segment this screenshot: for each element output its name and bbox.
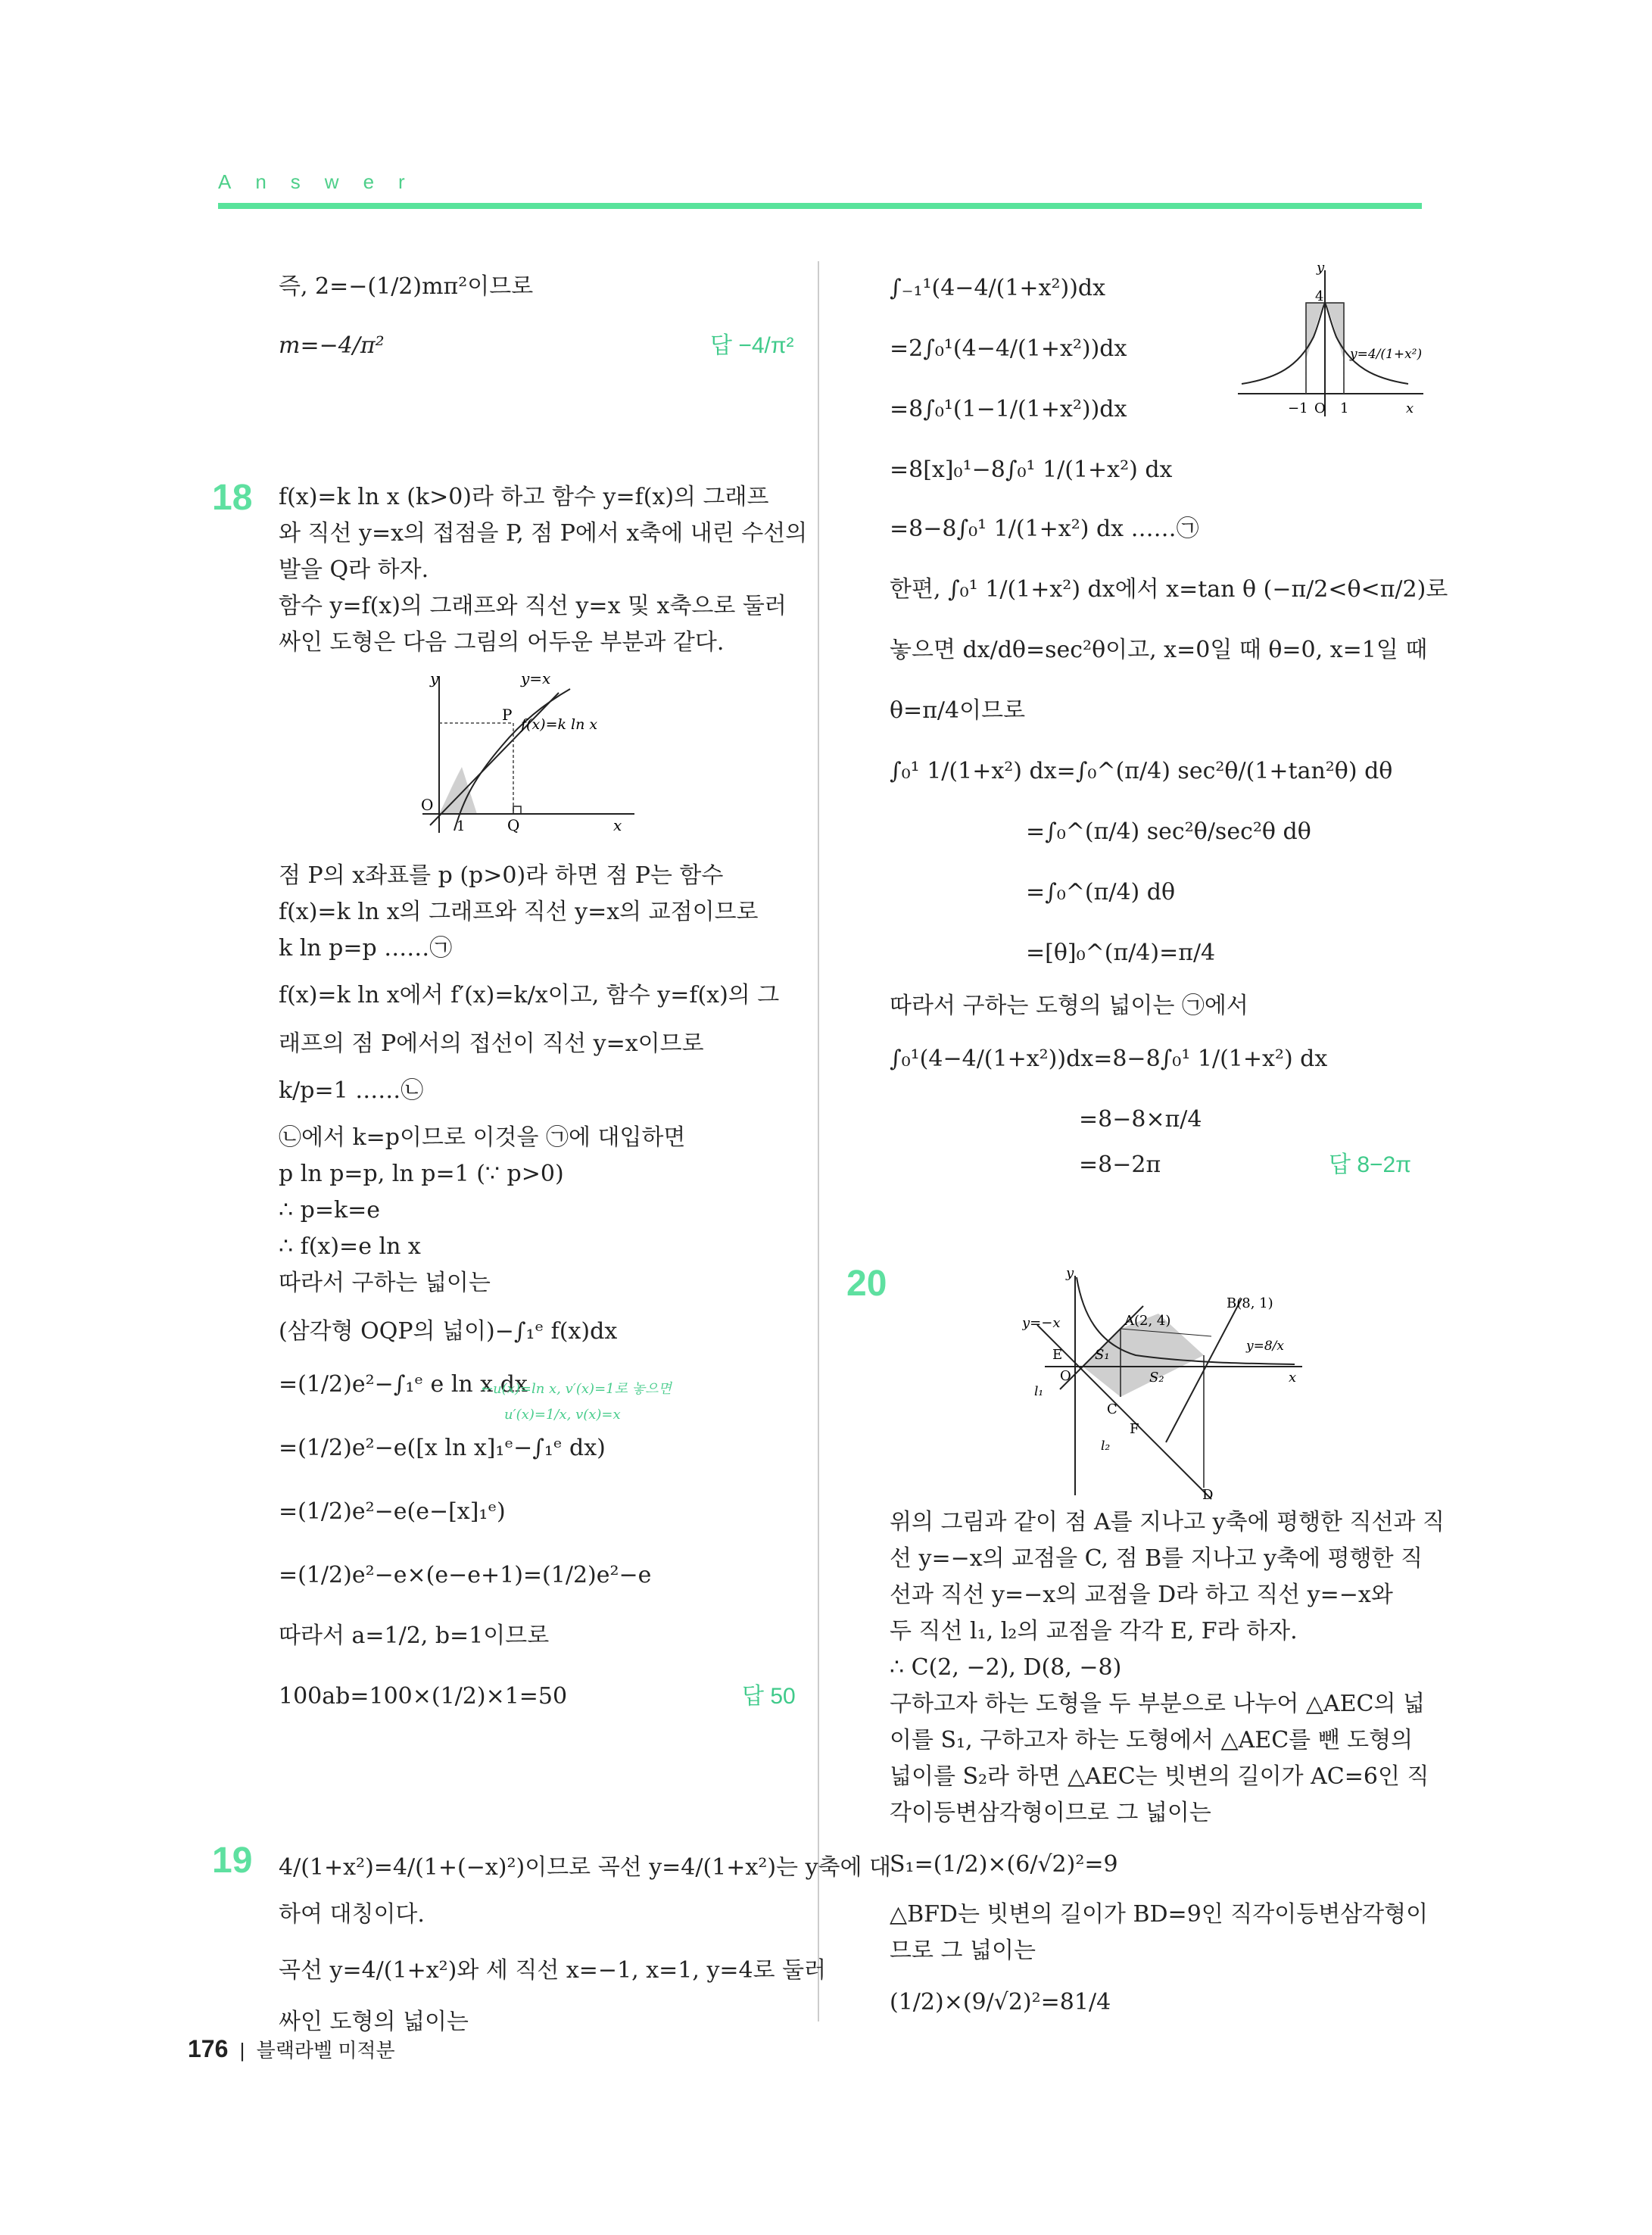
q20-label-O: O [1060,1368,1071,1384]
q20-label-ymx: y=−x [1022,1315,1061,1331]
q19-calc-4: =8[x]₀¹−8∫₀¹ 1/(1+x²) dx [890,457,1173,483]
q20-text-10: S₁=(1/2)×(6/√2)²=9 [890,1851,1118,1878]
q17-line-2: m=−4/π² [279,332,385,359]
q20-text-5: ∴ C(2, −2), D(8, −8) [890,1654,1122,1681]
q20-text-7: 이를 S₁, 구하고자 하는 도형에서 △AEC를 뺀 도형의 [890,1727,1414,1753]
q18-label-P: P [502,706,513,724]
q18-sol-17: 따라서 a=1/2, b=1이므로 [279,1622,550,1649]
q19-calc-2: =2∫₀¹(4−4/(1+x²))dx [890,335,1127,362]
q19-calc-3: =8∫₀¹(1−1/(1+x²))dx [890,396,1127,422]
q17-line-1: 즉, 2=−(1/2)mπ²이므로 [279,273,534,300]
footer-separator: | [239,2039,245,2062]
q18-label-y: y [430,670,439,687]
q19-calc-5: =8−8∫₀¹ 1/(1+x²) dx ……㉠ [890,516,1199,542]
q19-number: 19 [212,1841,253,1881]
q18-label-Q: Q [507,816,520,834]
q20-text-13: (1/2)×(9/√2)²=81/4 [890,1989,1111,2015]
q18-sol-16: =(1/2)e²−e×(e−e+1)=(1/2)e²−e [279,1562,652,1588]
q20-label-D: D [1202,1487,1214,1503]
q20-label-F: F [1130,1421,1139,1437]
q19-text-2: 하여 대칭이다. [279,1901,425,1928]
q18-label-yx: y=x [521,670,551,687]
q19-label-y: y [1317,261,1325,276]
q20-label-x: x [1289,1370,1297,1386]
q19-calc-7: 놓으면 dx/dθ=sec²θ이고, x=0일 때 θ=0, x=1일 때 [890,637,1428,663]
q19-text-1: 4/(1+x²)=4/(1+(−x)²)이므로 곡선 y=4/(1+x²)는 y축에 대 [279,1854,891,1881]
q20-label-C: C [1107,1401,1117,1417]
q18-sol-9: ∴ p=k=e [279,1197,381,1223]
q18-sol-3: k ln p=p ……㉠ [279,935,453,962]
q19-calc-13: 따라서 구하는 도형의 넓이는 ㉠에서 [890,993,1248,1019]
q20-label-S1: S₁ [1095,1347,1110,1363]
q19-label-1: 1 [1340,401,1349,416]
q18-text-1: f(x)=k ln x (k>0)라 하고 함수 y=f(x)의 그래프 [279,484,769,510]
q19-calc-1: ∫₋₁¹(4−4/(1+x²))dx [890,275,1106,301]
q18-sol-14: =(1/2)e²−e([x ln x]₁ᵉ−∫₁ᵉ dx) [279,1435,606,1461]
q18-note-1: ←u(x)=ln x, v′(x)=1로 놓으면 [482,1381,672,1397]
q20-text-8: 넓이를 S₂라 하면 △AEC는 빗변의 길이가 AC=6인 직 [890,1763,1429,1790]
q19-label-O: O [1314,401,1326,416]
q18-sol-7: ㉡에서 k=p이므로 이것을 ㉠에 대입하면 [279,1124,686,1151]
q19-label-4: 4 [1315,288,1324,304]
q20-text-3: 선과 직선 y=−x의 교점을 D라 하고 직선 y=−x와 [890,1582,1393,1608]
q19-calc-8: θ=π/4이므로 [890,697,1026,724]
q18-label-O: O [421,796,434,814]
q18-sol-6: k/p=1 ……㉡ [279,1077,424,1104]
q20-number: 20 [846,1264,887,1304]
q19-calc-16: =8−2π [1079,1152,1161,1178]
q18-graph [415,670,650,837]
q19-calc-14: ∫₀¹(4−4/(1+x²))dx=8−8∫₀¹ 1/(1+x²) dx [890,1046,1328,1072]
q18-note-2: u′(x)=1/x, v(x)=x [504,1407,621,1423]
q18-sol-5: 래프의 점 P에서의 접선이 직선 y=x이므로 [279,1030,704,1057]
q20-label-l2: l₂ [1101,1439,1111,1454]
q18-number: 18 [212,478,253,518]
q17-answer: 답 −4/π² [710,333,794,358]
header-rule [218,203,1422,209]
q18-shaded-region [439,767,477,814]
header-label: Answer [218,170,429,193]
q19-answer: 답 8−2π [1329,1152,1411,1177]
q19-calc-6: 한편, ∫₀¹ 1/(1+x²) dx에서 x=tan θ (−π/2<θ<π/2)로 [890,576,1448,603]
q18-text-5: 싸인 도형은 다음 그림의 어두운 부분과 같다. [279,629,725,656]
q20-label-A: A(2, 4) [1124,1313,1171,1329]
q18-sol-12: (삼각형 OQP의 넓이)−∫₁ᵉ f(x)dx [279,1318,618,1345]
q18-label-1: 1 [457,818,466,834]
q18-text-3: 발을 Q라 하자. [279,556,429,583]
q19-calc-15: =8−8×π/4 [1079,1106,1202,1133]
q18-sol-1: 점 P의 x좌표를 p (p>0)라 하면 점 P는 함수 [279,862,724,889]
q19-text-4: 싸인 도형의 넓이는 [279,2009,469,2035]
q20-text-12: 므로 그 넓이는 [890,1937,1036,1964]
q18-sol-15: =(1/2)e²−e(e−[x]₁ᵉ) [279,1498,506,1525]
q18-text-4: 함수 y=f(x)의 그래프와 직선 y=x 및 x축으로 둘러 [279,593,787,619]
q20-label-E: E [1052,1347,1063,1363]
q18-line-yx [430,693,559,825]
q18-label-x: x [613,816,622,834]
q18-sol-13: =(1/2)e²−∫₁ᵉ e ln x dx [279,1371,528,1398]
column-divider [818,261,819,2021]
q20-text-11: △BFD는 빗변의 길이가 BD=9인 직각이등변삼각형이 [890,1901,1429,1928]
q20-text-9: 각이등변삼각형이므로 그 넓이는 [890,1800,1211,1826]
q18-sol-8: p ln p=p, ln p=1 (∵ p>0) [279,1161,564,1187]
q19-text-3: 곡선 y=4/(1+x²)와 세 직선 x=−1, x=1, y=4로 둘러 [279,1957,827,1984]
q19-label-m1: −1 [1288,401,1308,416]
page-number: 176 [188,2035,229,2062]
q20-label-l1: l₁ [1034,1384,1044,1399]
q18-sol-2: f(x)=k ln x의 그래프와 직선 y=x의 교점이므로 [279,899,759,925]
q19-label-curve: y=4/(1+x²) [1350,347,1423,362]
q18-sol-10: ∴ f(x)=e ln x [279,1233,421,1260]
q20-s1-region [1083,1329,1121,1397]
q20-label-curve: y=8/x [1246,1339,1284,1354]
q19-label-x: x [1406,401,1414,416]
q20-label-y: y [1066,1268,1074,1281]
q19-graph [1238,261,1427,424]
q20-text-2: 선 y=−x의 교점을 C, 점 B를 지나고 y축에 평행한 직 [890,1545,1423,1572]
page-footer [188,2035,395,2063]
q18-text-2: 와 직선 y=x의 접점을 P, 점 P에서 x축에 내린 수선의 [279,520,808,547]
q20-label-B: B(8, 1) [1227,1295,1273,1311]
q20-graph [1022,1268,1310,1503]
q20-text-4: 두 직선 l₁, l₂의 교점을 각각 E, F라 하자. [890,1618,1298,1644]
q18-answer: 답 50 [742,1684,796,1709]
q18-sol-11: 따라서 구하는 넓이는 [279,1270,491,1296]
q18-label-fx: f(x)=k ln x [521,716,598,733]
q19-calc-12: =[θ]₀^(π/4)=π/4 [1026,940,1216,966]
q18-sol-18: 100ab=100×(1/2)×1=50 [279,1683,568,1710]
book-title: 블랙라벨 미적분 [256,2039,395,2062]
q20-label-S2: S₂ [1149,1370,1164,1386]
q19-calc-11: =∫₀^(π/4) dθ [1026,879,1176,906]
q19-calc-10: =∫₀^(π/4) sec²θ/sec²θ dθ [1026,818,1311,845]
q18-sol-4: f(x)=k ln x에서 f′(x)=k/x이고, 함수 y=f(x)의 그 [279,982,780,1008]
q20-text-6: 구하고자 하는 도형을 두 부분으로 나누어 △AEC의 넓 [890,1691,1425,1717]
q20-text-1: 위의 그림과 같이 점 A를 지나고 y축에 평행한 직선과 직 [890,1509,1445,1535]
q19-calc-9: ∫₀¹ 1/(1+x²) dx=∫₀^(π/4) sec²θ/(1+tan²θ) dθ [890,758,1393,784]
